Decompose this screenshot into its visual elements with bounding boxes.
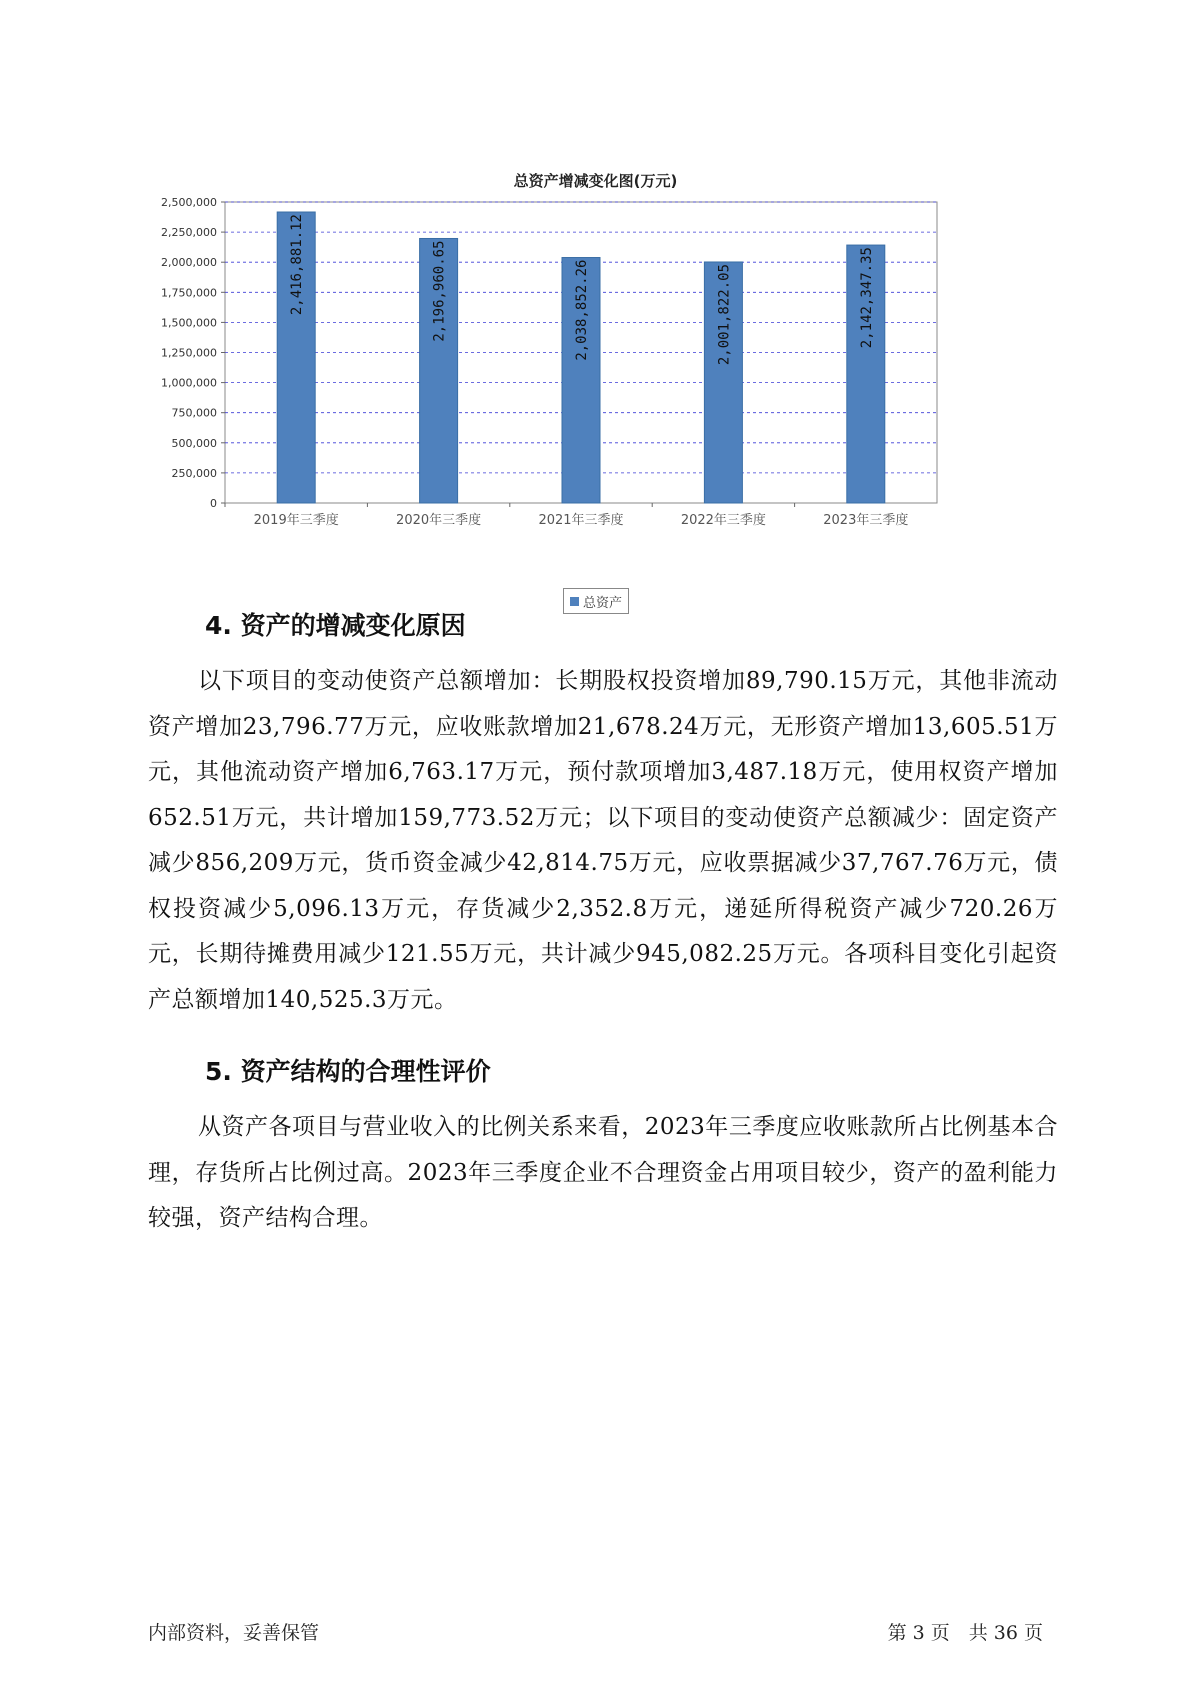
bar-value-label: 2,001,822.05 — [716, 263, 733, 366]
bar-value-label: 2,142,347.35 — [858, 247, 875, 349]
chart-title: 总资产增减变化图(万元) — [513, 172, 678, 190]
chart-legend — [563, 588, 629, 614]
y-tick-label: 1,750,000 — [161, 286, 217, 300]
footer-confidential-note: 内部资料，妥善保管 — [148, 1622, 320, 1644]
section-heading-asset-change-reasons: 4. 资产的增减变化原因 — [205, 611, 466, 640]
section-heading-asset-structure: 5. 资产结构的合理性评价 — [205, 1057, 491, 1086]
x-tick-label: 2022年三季度 — [680, 513, 766, 528]
legend-label: 总资产 — [583, 595, 623, 611]
x-tick-label: 2023年三季度 — [823, 513, 909, 528]
legend-swatch — [570, 597, 579, 606]
paragraph-asset-structure: 从资产各项目与营业收入的比例关系来看，2023年三季度应收账款所占比例基本合理，存货所占比例过高。2023年三季度企业不合理资金占用项目较少，资产的盈利能力较强，资产结构合理。 — [148, 1114, 1058, 1231]
y-tick-label: 2,500,000 — [161, 196, 217, 209]
y-tick-label: 250,000 — [171, 466, 217, 480]
bar-value-label: 2,038,852.26 — [574, 259, 590, 361]
y-tick-label: 750,000 — [171, 406, 217, 420]
total-assets-bar-chart — [150, 195, 950, 540]
bar-value-label: 2,196,960.65 — [431, 240, 448, 342]
bar-value-label: 2,416,881.12 — [289, 214, 306, 316]
y-tick-label: 1,500,000 — [161, 316, 217, 330]
y-tick-label: 500,000 — [171, 436, 217, 450]
x-tick-label: 2020年三季度 — [396, 513, 482, 528]
y-tick-label: 1,000,000 — [161, 376, 217, 390]
x-tick-label: 2021年三季度 — [538, 513, 624, 528]
footer-page-number: 第 3 页 共 36 页 — [887, 1622, 1043, 1644]
x-tick-label: 2019年三季度 — [253, 513, 339, 528]
y-tick-label: 2,250,000 — [161, 226, 217, 240]
paragraph-asset-change-reasons: 以下项目的变动使资产总额增加：长期股权投资增加89,790.15万元，其他非流动资产增加23,796.77万元，应收账款增加21,678.24万元，无形资产增加13,605.51万元，其他流动资产增加6,763.17万元，预付款项增加3,487.18万元，使用权资产增加652.51万元，共计增加159,773.52万元；以下项目的变动使资产总额减少：固定资产减少856,209万元，货币资金减少42,814.75万元，应收票据减少37,767.76万元，债权投资减少5,096.13万元，存货减少2,352.8万元，递延所得税资产减少720.26万元，长期待摊费用减少121.55万元，共计减少945,082.25万元。各项科目变化引起资产总额增加140,525.3万元。 — [148, 668, 1058, 1013]
y-tick-label: 0 — [210, 497, 217, 510]
y-tick-label: 1,250,000 — [161, 346, 217, 360]
y-tick-label: 2,000,000 — [161, 256, 217, 270]
